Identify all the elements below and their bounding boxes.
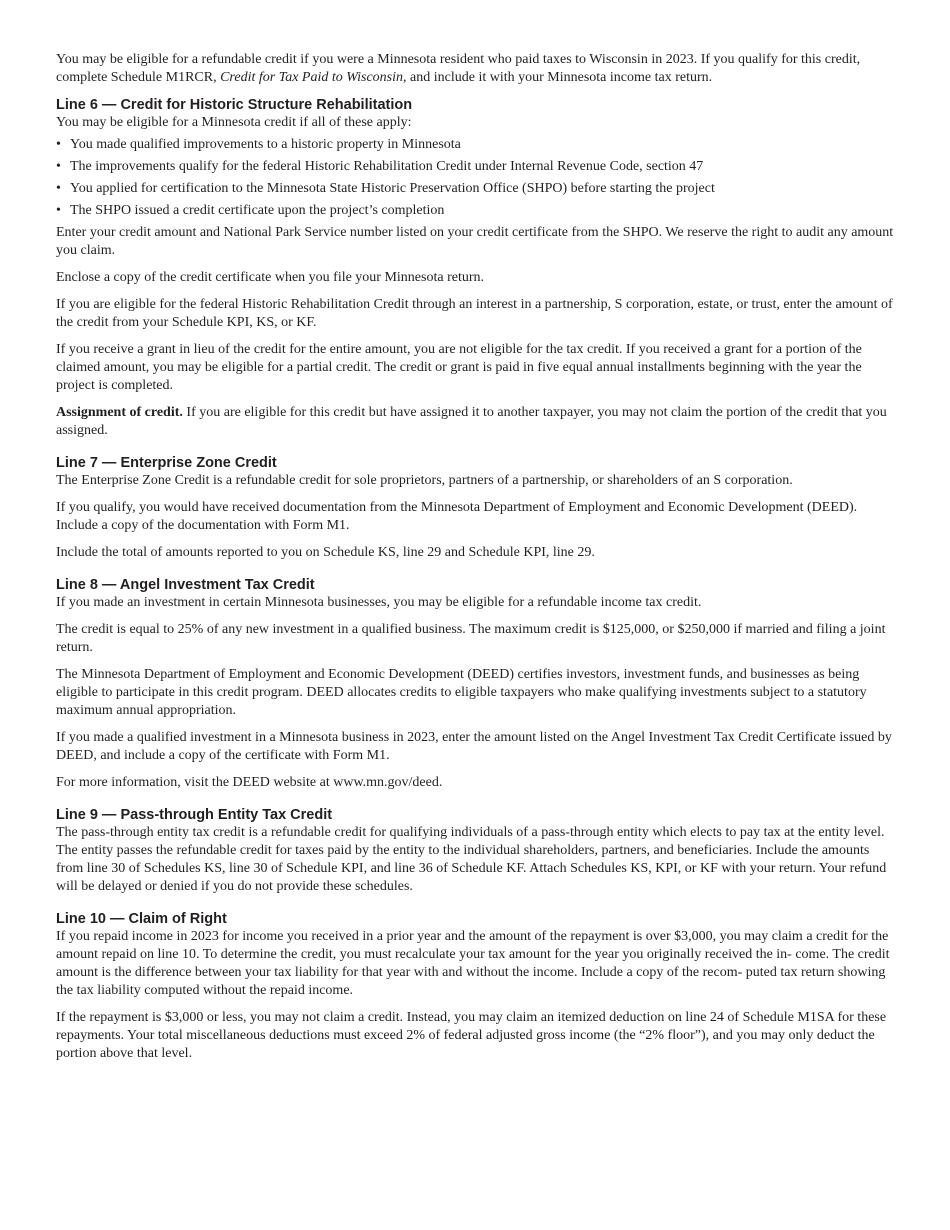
line6-paragraph: If you are eligible for the federal Historic Rehabilitation Credit through an interest in a partnership, S corporation, estate, or trust, enter the amount of the credit from your Schedule KPI, KS, or KF. [56, 297, 893, 330]
line6-lead: You may be eligible for a Minnesota credit if all of these apply: [56, 115, 412, 130]
form-title-italic: Credit for Tax Paid to Wisconsin [220, 70, 404, 85]
intro-paragraph [56, 51, 894, 87]
intro-text-1: You may be eligible for a refundable credit if you were a Minnesota resident who paid taxes to Wisconsin in 2023. If you qualify for this credit, complete Schedule M1RCR, [56, 52, 861, 85]
line7-paragraph: If you qualify, you would have received documentation from the Minnesota Department of Employment and Economic Development (DEED). Include a copy of the documentation with Form M1. [56, 500, 858, 533]
line7-paragraph: The Enterprise Zone Credit is a refundable credit for sole proprietors, partners of a partnership, or shareholders of an S corporation. [56, 473, 793, 488]
line6-requirements-list [56, 136, 894, 220]
line8-heading: Line 8 — Angel Investment Tax Credit [56, 577, 315, 593]
list-item: • The improvements qualify for the federal Historic Rehabilitation Credit under Internal Revenue Code, section 47 [56, 158, 894, 176]
list-item: • The SHPO issued a credit certificate upon the project’s completion [56, 202, 894, 220]
line7-heading: Line 7 — Enterprise Zone Credit [56, 455, 277, 471]
line8-paragraph: If you made an investment in certain Minnesota businesses, you may be eligible for a refundable income tax credit. [56, 595, 702, 610]
line8-paragraph: If you made a qualified investment in a Minnesota business in 2023, enter the amount listed on the Angel Investment Tax Credit Certificate issued by DEED, and include a copy of the certificate with Form M1. [56, 730, 892, 763]
line6-paragraph: Enclose a copy of the credit certificate when you file your Minnesota return. [56, 270, 485, 285]
line6-paragraph: If you receive a grant in lieu of the credit for the entire amount, you are not eligible for the tax credit. If you received a grant for a portion of the claimed amount, you may be eligible for a partial credit. The credit or grant is paid in five equal annual installments beginning with the year the project is completed. [56, 342, 862, 393]
line7-paragraph: Include the total of amounts reported to you on Schedule KS, line 29 and Schedule KPI, line 29. [56, 545, 595, 560]
line8-paragraph: The credit is equal to 25% of any new investment in a qualified business. The maximum credit is $125,000, or $250,000 if married and filing a joint return. [56, 622, 886, 655]
line10-paragraph: If the repayment is $3,000 or less, you may not claim a credit. Instead, you may claim an itemized deduction on line 24 of Schedule M1SA for these repayments. Your total miscellaneous deductions must exceed 2% of federal adjusted gross income (the “2% floor”), and you may only deduct the portion above that level. [56, 1010, 887, 1061]
assignment-text: If you are eligible for this credit but have assigned it to another taxpayer, you may not claim the portion of the credit that you assigned. [56, 405, 887, 438]
line9-heading: Line 9 — Pass-through Entity Tax Credit [56, 807, 333, 823]
line8-paragraph: For more information, visit the DEED website at www.mn.gov/deed. [56, 775, 443, 790]
line10-heading: Line 10 — Claim of Right [56, 911, 227, 927]
line6-heading: Line 6 — Credit for Historic Structure Rehabilitation [56, 97, 413, 113]
list-item: • You applied for certification to the Minnesota State Historic Preservation Office (SHPO) before starting the project [56, 180, 894, 198]
assignment-label: Assignment of credit. [56, 405, 183, 420]
line10-paragraph: If you repaid income in 2023 for income you received in a prior year and the amount of the repayment is over $3,000, you may claim a credit for the amount repaid on line 10. To determine the credit, you must recalculate your tax amount for the year you originally received the in- come. The credit amount is the difference between your tax liability for that year with and without the income. Include a copy of the recom- puted tax return showing the tax liability computed without the repaid income. [56, 929, 890, 998]
instructions-page [56, 51, 894, 1072]
line8-paragraph: The Minnesota Department of Employment and Economic Development (DEED) certifies investors, investment funds, and businesses as being eligible to participate in this credit program. DEED allocates credits to eligible taxpayers who make qualifying investments subject to a statutory maximum annual appropriation. [56, 667, 867, 718]
list-item: • You made qualified improvements to a historic property in Minnesota [56, 136, 894, 154]
intro-text-2: , and include it with your Minnesota income tax return. [403, 70, 713, 85]
line9-paragraph: The pass-through entity tax credit is a refundable credit for qualifying individuals of a pass-through entity which elects to pay tax at the entity level. The entity passes the refundable credit for taxes paid by the entity to the individual shareholders, partners, and beneficiaries. Include the amounts from line 30 of Schedules KS, line 30 of Schedule KPI, and line 36 of Schedule KF. Attach Schedules KS, KPI, or KF with your return. Your refund will be delayed or denied if you do not provide these schedules. [56, 825, 887, 894]
line6-paragraph: Enter your credit amount and National Park Service number listed on your credit certificate from the SHPO. We reserve the right to audit any amount you claim. [56, 225, 894, 258]
line6-assignment-paragraph [56, 404, 894, 440]
